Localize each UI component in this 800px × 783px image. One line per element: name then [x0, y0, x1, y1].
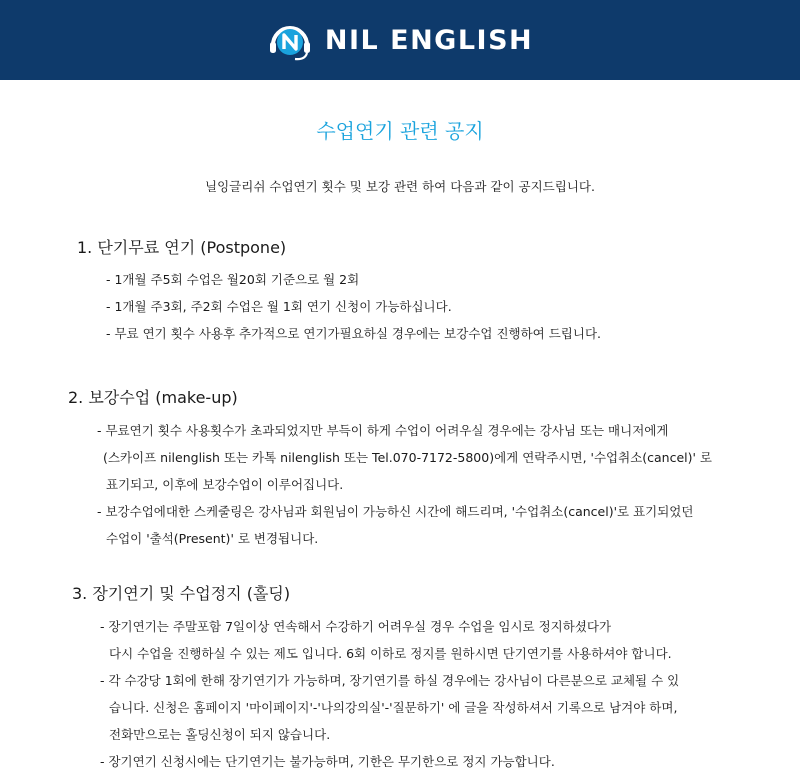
section-line: 다시 수업을 진행하실 수 있는 제도 입니다. 6회 이하로 정지를 원하시면 단기연기를 사용하셔야 합니다. — [109, 646, 672, 661]
section-line: (스카이프 nilenglish 또는 카톡 nilenglish 또는 Tel.070-7172-5800)에게 연락주시면, '수업취소(cancel)' 로 — [103, 450, 712, 465]
section-line: - 무료 연기 횟수 사용후 추가적으로 연기가필요하실 경우에는 보강수업 진행하여 드립니다. — [106, 326, 601, 341]
section-heading-holding: 3. 장기연기 및 수업정지 (홀딩) — [72, 584, 291, 603]
section-line: - 1개월 주5회 수업은 월20회 기준으로 월 2회 — [106, 272, 360, 287]
brand-logo[interactable] — [267, 17, 533, 63]
n-headset-logo-icon — [267, 17, 313, 63]
brand-name: NIL ENGLISH — [324, 24, 534, 56]
section-heading-makeup: 2. 보강수업 (make-up) — [68, 388, 238, 407]
section-line: - 보강수업에대한 스케줄링은 강사님과 회원님이 가능하신 시간에 해드리며, '수업취소(cancel)'로 표기되었던 — [97, 504, 694, 519]
notice-intro: 닐잉글리쉬 수업연기 횟수 및 보강 관련 하여 다음과 같이 공지드립니다. — [205, 179, 595, 194]
section-line: 수업이 '출석(Present)' 로 변경됩니다. — [106, 531, 319, 546]
section-line: 습니다. 신청은 홈페이지 '마이페이지'-'나의강의실'-'질문하기' 에 글을 작성하셔서 기록으로 남겨야 하며, — [109, 700, 678, 715]
section-line: - 무료연기 횟수 사용횟수가 초과되었지만 부득이 하게 수업이 어려우실 경우에는 강사님 또는 매니저에게 — [97, 423, 669, 438]
section-line: 표기되고, 이후에 보강수업이 이루어집니다. — [106, 477, 344, 492]
header-banner — [0, 0, 800, 80]
section-line: - 장기연기는 주말포함 7일이상 연속해서 수강하기 어려우실 경우 수업을 임시로 정지하셨다가 — [100, 619, 612, 634]
section-line: - 장기연기 신청시에는 단기연기는 불가능하며, 기한은 무기한으로 정지 가능합니다. — [100, 754, 555, 769]
notice-title: 수업연기 관련 공지 — [316, 119, 484, 143]
section-line: - 1개월 주3회, 주2회 수업은 월 1회 연기 신청이 가능하십니다. — [106, 299, 452, 314]
section-line: 전화만으로는 홀딩신청이 되지 않습니다. — [109, 727, 331, 742]
section-heading-postpone: 1. 단기무료 연기 (Postpone) — [77, 238, 287, 257]
section-line: - 각 수강당 1회에 한해 장기연기가 가능하며, 장기연기를 하실 경우에는 강사님이 다른분으로 교체될 수 있 — [100, 673, 680, 688]
